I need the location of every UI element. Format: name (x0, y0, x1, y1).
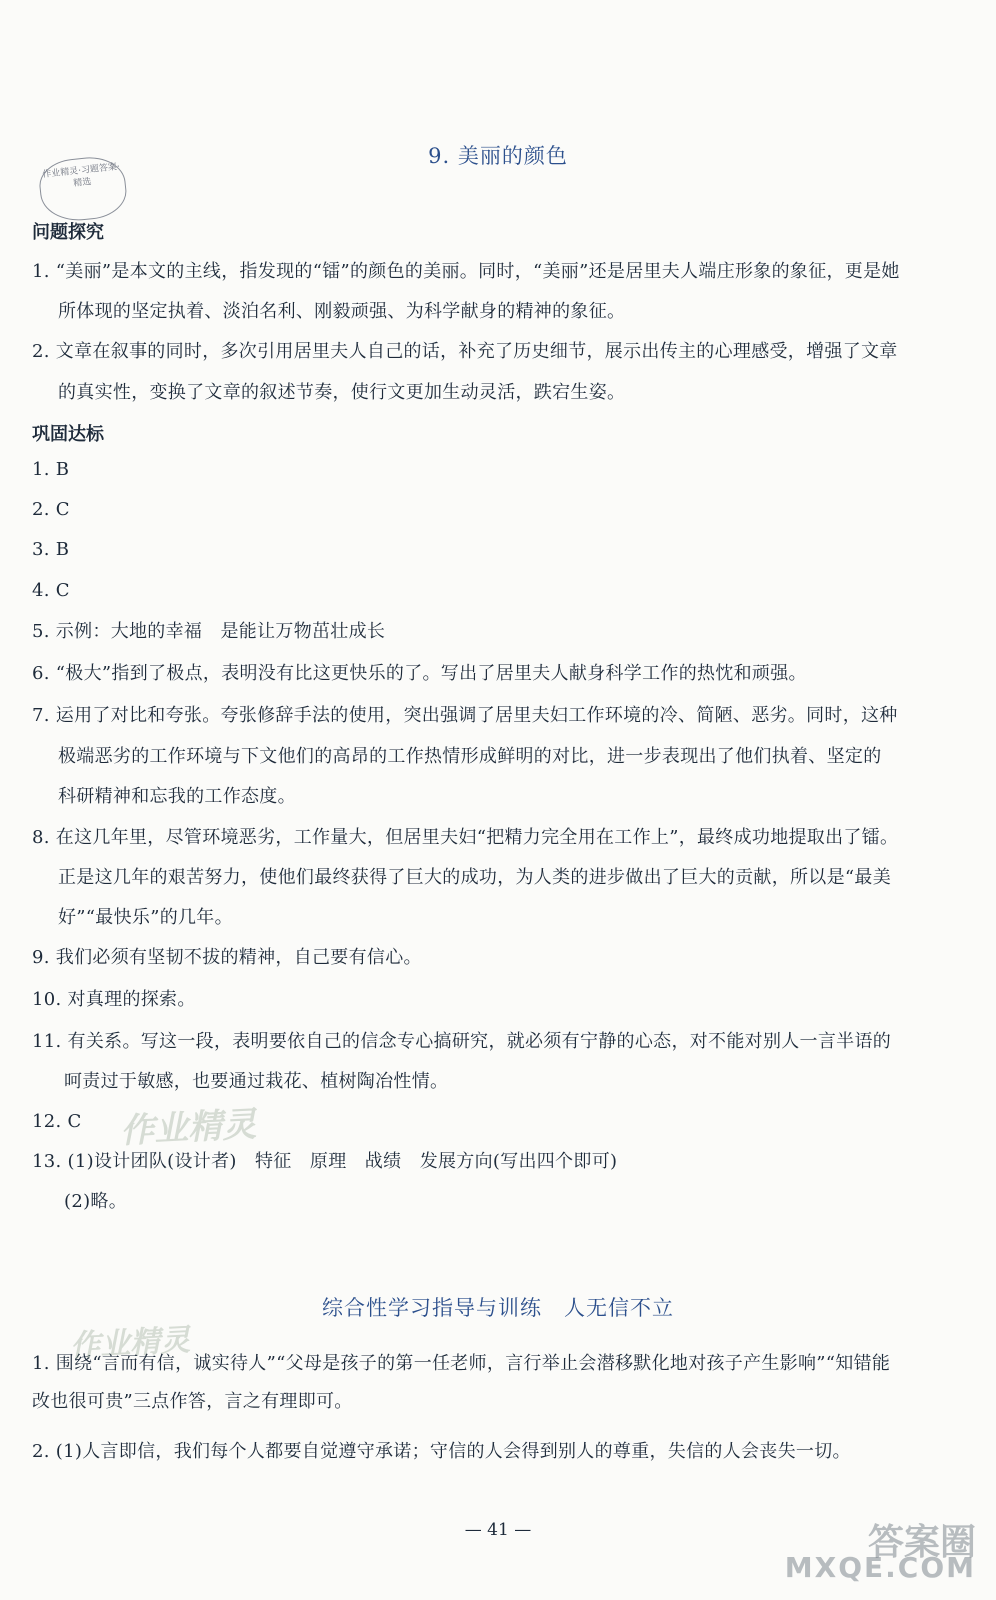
answer-line: 改也很可贵”三点作答，言之有理即可。 (32, 1391, 353, 1412)
logo-mark: 答案圈 (867, 1522, 976, 1563)
answer-line: 的真实性，变换了文章的叙述节奏，使行文更加生动灵活，跌宕生姿。 (58, 382, 626, 403)
answer-line: 所体现的坚定执着、淡泊名利、刚毅顽强、为科学献身的精神的象征。 (58, 301, 626, 322)
section-heading-inquiry: 问题探究 (32, 222, 104, 243)
answer-line: 呵责过于敏感，也要通过栽花、植树陶冶性情。 (64, 1071, 449, 1092)
answer-line: 10. 对真理的探索。 (32, 989, 196, 1010)
answer-line: 正是这几年的艰苦努力，使他们最终获得了巨大的成功，为人类的进步做出了巨大的贡献，所以是“最美 (58, 867, 891, 888)
answer-line: 12. C (32, 1111, 82, 1132)
answer-line: 2. 文章在叙事的同时，多次引用居里夫人自己的话，补充了历史细节，展示出传主的心理感受，增强了文章 (32, 341, 898, 362)
stamp-seal: 作业精灵·习题答案·精选 (37, 154, 129, 225)
answer-line: 5. 示例：大地的幸福 是能让万物茁壮成长 (32, 621, 386, 642)
answer-line: 好”“最快乐”的几年。 (58, 907, 233, 928)
answer-line: 13. (1)设计团队(设计者) 特征 原理 战绩 发展方向(写出四个即可) (32, 1151, 618, 1172)
answer-line: 1. B (32, 459, 70, 480)
site-logo (784, 1514, 982, 1584)
answer-line: (2)略。 (64, 1191, 127, 1212)
watermark-text: 作业精灵 (119, 1104, 258, 1152)
answer-line: 4. C (32, 580, 70, 601)
answer-line: 科研精神和忘我的工作态度。 (58, 786, 296, 807)
page-number: — 41 — (464, 1520, 532, 1540)
answer-line: 2. C (32, 499, 70, 520)
answer-line: 6. “极大”指到了极点，表明没有比这更快乐的了。写出了居里夫人献身科学工作的热忱和顽强。 (32, 663, 807, 684)
section-heading-consolidate: 巩固达标 (32, 424, 104, 445)
answer-line: 9. 我们必须有坚韧不拔的精神，自己要有信心。 (32, 947, 422, 968)
logo-text: MXQE.COM (784, 1551, 976, 1584)
answer-line: 2. (1)人言即信，我们每个人都要自觉遵守承诺；守信的人会得到别人的尊重，失信的人会丧失一切。 (32, 1441, 851, 1462)
answer-line: 3. B (32, 539, 70, 560)
page-title: 9. 美丽的颜色 (428, 144, 568, 168)
watermark-text: 作业精灵 (69, 1322, 192, 1365)
answer-line: 1. “美丽”是本文的主线，指发现的“镭”的颜色的美丽。同时，“美丽”还是居里夫人端庄形象的象征，更是她 (32, 261, 900, 282)
answer-line: 8. 在这几年里，尽管环境恶劣，工作量大，但居里夫妇“把精力完全用在工作上”，最终成功地提取出了镭。 (32, 827, 899, 848)
answer-line: 7. 运用了对比和夸张。夸张修辞手法的使用，突出强调了居里夫妇工作环境的冷、简陋、恶劣。同时，这种 (32, 705, 898, 726)
answer-line: 极端恶劣的工作环境与下文他们的高昂的工作热情形成鲜明的对比，进一步表现出了他们执着、坚定的 (58, 746, 882, 767)
answer-line: 1. 围绕“言而有信，诚实待人”“父母是孩子的第一任老师，言行举止会潜移默化地对孩子产生影响”“知错能 (32, 1353, 891, 1374)
answer-line: 11. 有关系。写这一段，表明要依自己的信念专心搞研究，就必须有宁静的心态，对不能对别人一言半语的 (32, 1031, 892, 1052)
section-title-integrated: 综合性学习指导与训练 人无信不立 (322, 1296, 674, 1320)
